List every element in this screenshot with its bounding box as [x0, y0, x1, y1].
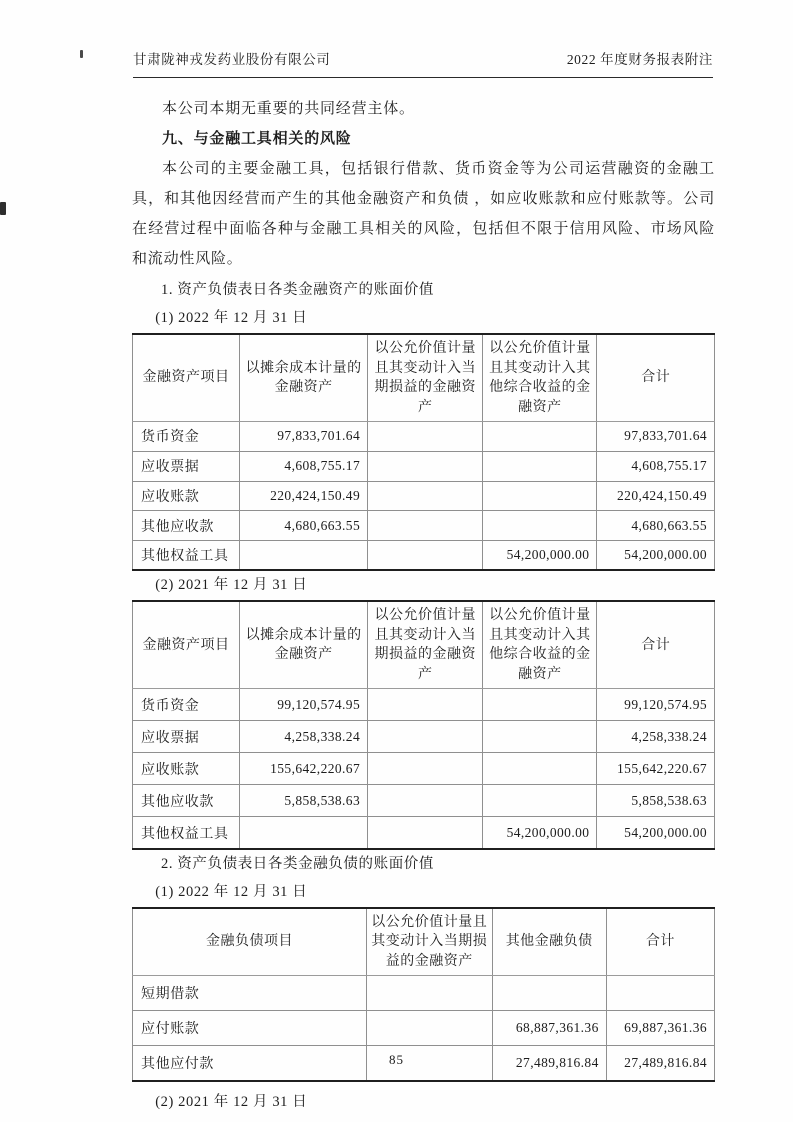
amount-cell: 4,258,338.24 — [240, 721, 368, 753]
row-label-cell: 应收账款 — [133, 481, 240, 511]
amount-cell: 69,887,361.36 — [606, 1011, 714, 1046]
table-row — [133, 541, 715, 571]
amount-cell — [368, 422, 483, 452]
amount-cell — [240, 541, 368, 571]
row-label-cell: 应付账款 — [133, 1011, 367, 1046]
amount-cell: 54,200,000.00 — [483, 541, 597, 571]
table-row — [133, 753, 715, 785]
subsection-1-title: 1. 资产负债表日各类金融资产的账面价值 — [161, 282, 434, 298]
column-header: 以公允价值计量且其变动计入当期损益的金融资产 — [368, 601, 483, 689]
table-header-row — [133, 908, 715, 976]
amount-cell — [368, 481, 483, 511]
amount-cell: 99,120,574.95 — [597, 689, 715, 721]
scan-speck — [80, 50, 83, 58]
amount-cell — [366, 976, 492, 1011]
table-row — [133, 976, 715, 1011]
amount-cell: 4,608,755.17 — [597, 451, 715, 481]
column-header: 以公允价值计量且其变动计入当期损益的金融资产 — [366, 908, 492, 976]
amount-cell — [492, 976, 606, 1011]
row-label-cell: 短期借款 — [133, 976, 367, 1011]
amount-cell — [606, 976, 714, 1011]
amount-cell: 155,642,220.67 — [240, 753, 368, 785]
amount-cell: 54,200,000.00 — [597, 817, 715, 849]
row-label-cell: 应收票据 — [133, 451, 240, 481]
date-label-liabilities-2022: (1) 2022 年 12 月 31 日 — [155, 883, 308, 900]
amount-cell: 220,424,150.49 — [240, 481, 368, 511]
amount-cell: 97,833,701.64 — [597, 422, 715, 452]
amount-cell — [483, 451, 597, 481]
amount-cell — [368, 689, 483, 721]
column-header: 合计 — [597, 601, 715, 689]
row-label-cell: 其他权益工具 — [133, 541, 240, 571]
table-row — [133, 511, 715, 541]
page-number: 85 — [389, 1052, 404, 1067]
row-label-cell: 应收账款 — [133, 753, 240, 785]
amount-cell — [483, 422, 597, 452]
amount-cell: 54,200,000.00 — [483, 817, 597, 849]
date-label-liabilities-2021: (2) 2021 年 12 月 31 日 — [155, 1093, 308, 1110]
amount-cell: 4,680,663.55 — [240, 511, 368, 541]
column-header: 金融资产项目 — [133, 601, 240, 689]
amount-cell: 155,642,220.67 — [597, 753, 715, 785]
table-row — [133, 689, 715, 721]
assets-table-2022 — [132, 333, 715, 571]
column-header: 合计 — [597, 334, 715, 422]
row-label-cell: 货币资金 — [133, 689, 240, 721]
column-header: 以公允价值计量且其变动计入其他综合收益的金融资产 — [483, 334, 597, 422]
amount-cell — [240, 817, 368, 849]
amount-cell — [368, 451, 483, 481]
table-header-row — [133, 601, 715, 689]
date-label-assets-2021: (2) 2021 年 12 月 31 日 — [155, 577, 308, 594]
table-row — [133, 817, 715, 849]
table-row — [133, 422, 715, 452]
amount-cell: 27,489,816.84 — [492, 1046, 606, 1081]
row-label-cell: 货币资金 — [133, 422, 240, 452]
column-header: 金融资产项目 — [133, 334, 240, 422]
row-label-cell: 其他权益工具 — [133, 817, 240, 849]
amount-cell — [368, 753, 483, 785]
table-row — [133, 451, 715, 481]
amount-cell — [368, 817, 483, 849]
column-header: 金融负债项目 — [133, 908, 367, 976]
amount-cell — [483, 785, 597, 817]
amount-cell: 220,424,150.49 — [597, 481, 715, 511]
subsection-2-title: 2. 资产负债表日各类金融负债的账面价值 — [161, 855, 434, 872]
amount-cell — [368, 511, 483, 541]
page-header — [133, 48, 713, 78]
column-header: 其他金融负债 — [492, 908, 606, 976]
assets-table-2021 — [132, 600, 715, 850]
amount-cell — [368, 785, 483, 817]
amount-cell: 5,858,538.63 — [240, 785, 368, 817]
column-header: 以摊余成本计量的金融资产 — [240, 334, 368, 422]
company-name: 甘肃陇神戎发药业股份有限公司 — [133, 52, 331, 67]
paragraph-joint-venture: 本公司本期无重要的共同经营主体。 — [162, 101, 415, 117]
section-9-heading: 九、与金融工具相关的风险 — [162, 131, 352, 147]
amount-cell: 97,833,701.64 — [240, 422, 368, 452]
column-header: 以公允价值计量且其变动计入其他综合收益的金融资产 — [483, 601, 597, 689]
amount-cell: 68,887,361.36 — [492, 1011, 606, 1046]
scan-speck — [0, 202, 6, 215]
amount-cell — [366, 1011, 492, 1046]
table-row — [133, 785, 715, 817]
table-header-row — [133, 334, 715, 422]
paragraph-financial-instruments: 本公司的主要金融工具，包括银行借款、货币资金等为公司运营融资的金融工具，和其他因经营而产生的其他金融资产和负债 ，如应收账款和应付账款等。公司在经营过程中面临各种与金融工具相关的风险，包括但不限于信用风险、市场风险和流动性风险。 — [132, 161, 715, 267]
table-row — [133, 1011, 715, 1046]
table-row — [133, 481, 715, 511]
amount-cell: 27,489,816.84 — [606, 1046, 714, 1081]
report-title: 2022 年度财务报表附注 — [566, 52, 713, 67]
amount-cell — [483, 753, 597, 785]
amount-cell — [483, 511, 597, 541]
amount-cell: 54,200,000.00 — [597, 541, 715, 571]
row-label-cell: 应收票据 — [133, 721, 240, 753]
column-header: 合计 — [606, 908, 714, 976]
column-header: 以摊余成本计量的金融资产 — [240, 601, 368, 689]
date-label-assets-2022: (1) 2022 年 12 月 31 日 — [155, 310, 308, 326]
amount-cell: 99,120,574.95 — [240, 689, 368, 721]
amount-cell — [368, 541, 483, 571]
amount-cell: 4,258,338.24 — [597, 721, 715, 753]
row-label-cell: 其他应收款 — [133, 785, 240, 817]
row-label-cell: 其他应收款 — [133, 511, 240, 541]
document-body — [132, 94, 715, 1116]
table-row — [133, 721, 715, 753]
amount-cell: 4,608,755.17 — [240, 451, 368, 481]
row-label-cell: 其他应付款 — [133, 1046, 367, 1081]
amount-cell — [483, 721, 597, 753]
amount-cell — [368, 721, 483, 753]
column-header: 以公允价值计量且其变动计入当期损益的金融资产 — [368, 334, 483, 422]
amount-cell: 4,680,663.55 — [597, 511, 715, 541]
amount-cell: 5,858,538.63 — [597, 785, 715, 817]
amount-cell — [483, 481, 597, 511]
amount-cell — [483, 689, 597, 721]
